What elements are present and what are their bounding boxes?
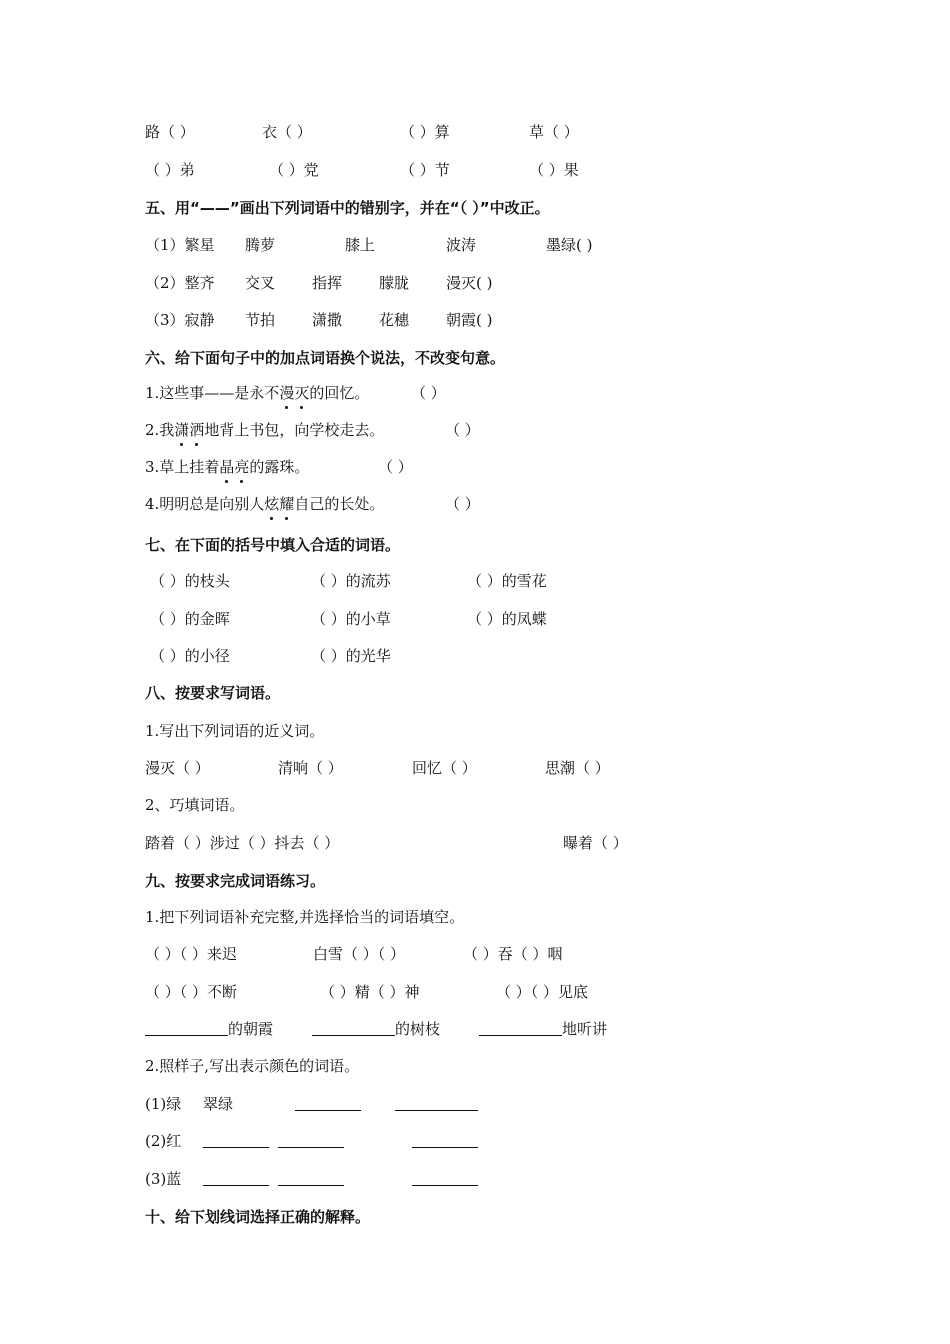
q4-item: 衣（ ） bbox=[262, 123, 312, 141]
sentence-text: 2.我 bbox=[145, 421, 175, 439]
q5-word: 花穗 bbox=[379, 311, 410, 329]
underline-blank-wrap bbox=[395, 1091, 478, 1117]
q9-title: 九、按要求完成词语练习。 bbox=[145, 872, 326, 890]
q5-word: 膝上 bbox=[345, 236, 376, 254]
sentence-text: 地背上书包，向学校走去。 bbox=[204, 421, 385, 439]
q5-word: 交叉 bbox=[245, 274, 276, 292]
phrase-text: 地听讲 bbox=[562, 1020, 608, 1038]
sentence-text: 4.明明总是向别人 bbox=[145, 495, 265, 513]
sentence-text: 3.草上挂着 bbox=[145, 458, 220, 476]
q9-sub-1: 1.把下列词语补充完整,并选择恰当的词语填空。 bbox=[145, 908, 465, 926]
fill-phrase bbox=[145, 1016, 273, 1042]
underline-blank bbox=[145, 1019, 228, 1036]
sentence-text: 的回忆。 bbox=[309, 384, 370, 402]
q5-title: 五、用“——”画出下列词语中的错别字，并在“（ ）”中改正。 bbox=[145, 199, 550, 217]
answer-parens: （ ） bbox=[445, 421, 480, 439]
sentence-text: 1.这些事——是永不 bbox=[145, 384, 280, 402]
q7-title: 七、在下面的括号中填入合适的词语。 bbox=[145, 536, 401, 554]
q6-item-4 bbox=[145, 491, 480, 517]
underline-blank-wrap bbox=[203, 1128, 269, 1154]
underline-blank-wrap bbox=[412, 1128, 478, 1154]
sentence-text: 的露珠。 bbox=[249, 458, 310, 476]
underline-blank bbox=[203, 1131, 269, 1148]
q4-item: （ ）党 bbox=[269, 161, 319, 179]
answer-parens: （ ） bbox=[445, 495, 480, 513]
q7-item: （ ）的金晖 bbox=[150, 610, 230, 628]
answer-parens: （ ） bbox=[378, 458, 413, 476]
underline-blank-wrap bbox=[278, 1128, 344, 1154]
underline-blank-wrap bbox=[278, 1166, 344, 1192]
fill-item: 曝着（ ） bbox=[563, 834, 628, 852]
underline-blank bbox=[203, 1169, 269, 1186]
dotted-char: 洒 bbox=[189, 417, 204, 443]
fill-phrase bbox=[479, 1016, 607, 1042]
fill-items: 踏着（ ）涉过（ ）抖去（ ） bbox=[145, 834, 340, 852]
q5-word: 朝霞( ) bbox=[446, 311, 493, 329]
q7-item: （ ）的小径 bbox=[150, 647, 230, 665]
underline-blank bbox=[479, 1019, 562, 1036]
color-label: (2)红 bbox=[145, 1132, 182, 1150]
q10-title: 十、给下划线词选择正确的解释。 bbox=[145, 1208, 371, 1226]
underline-blank bbox=[278, 1131, 344, 1148]
color-label: (1)绿 bbox=[145, 1095, 182, 1113]
dotted-char: 漫 bbox=[279, 380, 294, 406]
q4-item: （ ）算 bbox=[400, 123, 450, 141]
underline-blank-wrap bbox=[412, 1166, 478, 1192]
answer-parens: （ ） bbox=[411, 384, 446, 402]
q5-word: 腾萝 bbox=[245, 236, 276, 254]
color-label: (3)蓝 bbox=[145, 1170, 182, 1188]
dotted-char: 耀 bbox=[279, 491, 294, 517]
q4-item: 草（ ） bbox=[529, 123, 579, 141]
q6-item-2 bbox=[145, 417, 480, 443]
dotted-char: 亮 bbox=[234, 454, 249, 480]
dotted-char: 灭 bbox=[294, 380, 309, 406]
idiom-item: （ ）（ ）见底 bbox=[496, 983, 589, 1001]
q5-word: （2）整齐 bbox=[145, 274, 215, 292]
underline-blank bbox=[395, 1094, 478, 1111]
dotted-char: 潇 bbox=[174, 417, 189, 443]
q7-item: （ ）的小草 bbox=[311, 610, 391, 628]
q4-item: （ ）节 bbox=[400, 161, 450, 179]
idiom-item: （ ）（ ）不断 bbox=[145, 983, 238, 1001]
phrase-text: 的树枝 bbox=[395, 1020, 441, 1038]
synonym-item: 漫灭（ ） bbox=[145, 759, 210, 777]
underline-blank bbox=[412, 1131, 478, 1148]
q4-item: 路（ ） bbox=[145, 123, 195, 141]
q9-sub-2: 2.照样子,写出表示颜色的词语。 bbox=[145, 1057, 360, 1075]
q5-word: 波涛 bbox=[446, 236, 477, 254]
underline-blank-wrap bbox=[295, 1091, 361, 1117]
phrase-text: 的朝霞 bbox=[228, 1020, 274, 1038]
q5-word: 漫灭( ) bbox=[446, 274, 493, 292]
q7-item: （ ）的凤蝶 bbox=[467, 610, 547, 628]
q7-item: （ ）的雪花 bbox=[467, 572, 547, 590]
q5-word: 节拍 bbox=[245, 311, 276, 329]
q5-word: 潇撒 bbox=[312, 311, 343, 329]
underline-blank-wrap bbox=[203, 1166, 269, 1192]
q7-item: （ ）的光华 bbox=[311, 647, 391, 665]
underline-blank bbox=[312, 1019, 395, 1036]
synonym-item: 清响（ ） bbox=[278, 759, 343, 777]
q6-title: 六、给下面句子中的加点词语换个说法，不改变句意。 bbox=[145, 349, 506, 367]
synonym-item: 思潮（ ） bbox=[545, 759, 610, 777]
q6-item-3 bbox=[145, 454, 413, 480]
q5-word: 指挥 bbox=[312, 274, 343, 292]
q4-item: （ ）弟 bbox=[145, 161, 195, 179]
idiom-item: 白雪（ ）（ ） bbox=[313, 945, 406, 963]
q8-sub-1: 1.写出下列词语的近义词。 bbox=[145, 722, 325, 740]
q8-title: 八、按要求写词语。 bbox=[145, 684, 281, 702]
q5-word: 朦胧 bbox=[379, 274, 410, 292]
underline-blank bbox=[295, 1094, 361, 1111]
underline-blank bbox=[412, 1169, 478, 1186]
q5-word: （3）寂静 bbox=[145, 311, 215, 329]
synonym-item: 回忆（ ） bbox=[412, 759, 477, 777]
q5-word: （1）繁星 bbox=[145, 236, 215, 254]
q5-word: 墨绿( ) bbox=[546, 236, 593, 254]
q6-item-1 bbox=[145, 380, 446, 406]
fill-phrase bbox=[312, 1016, 440, 1042]
dotted-char: 炫 bbox=[264, 491, 279, 517]
underline-blank bbox=[278, 1169, 344, 1186]
idiom-item: （ ）（ ）来迟 bbox=[145, 945, 238, 963]
q4-item: （ ）果 bbox=[529, 161, 579, 179]
q7-item: （ ）的枝头 bbox=[150, 572, 230, 590]
idiom-item: （ ）精（ ）神 bbox=[320, 983, 420, 1001]
sentence-text: 自己的长处。 bbox=[294, 495, 385, 513]
q8-sub-2: 2、巧填词语。 bbox=[145, 796, 245, 814]
q7-item: （ ）的流苏 bbox=[311, 572, 391, 590]
idiom-item: （ ）吞（ ）咽 bbox=[463, 945, 563, 963]
dotted-char: 晶 bbox=[219, 454, 234, 480]
color-example: 翠绿 bbox=[203, 1095, 234, 1113]
